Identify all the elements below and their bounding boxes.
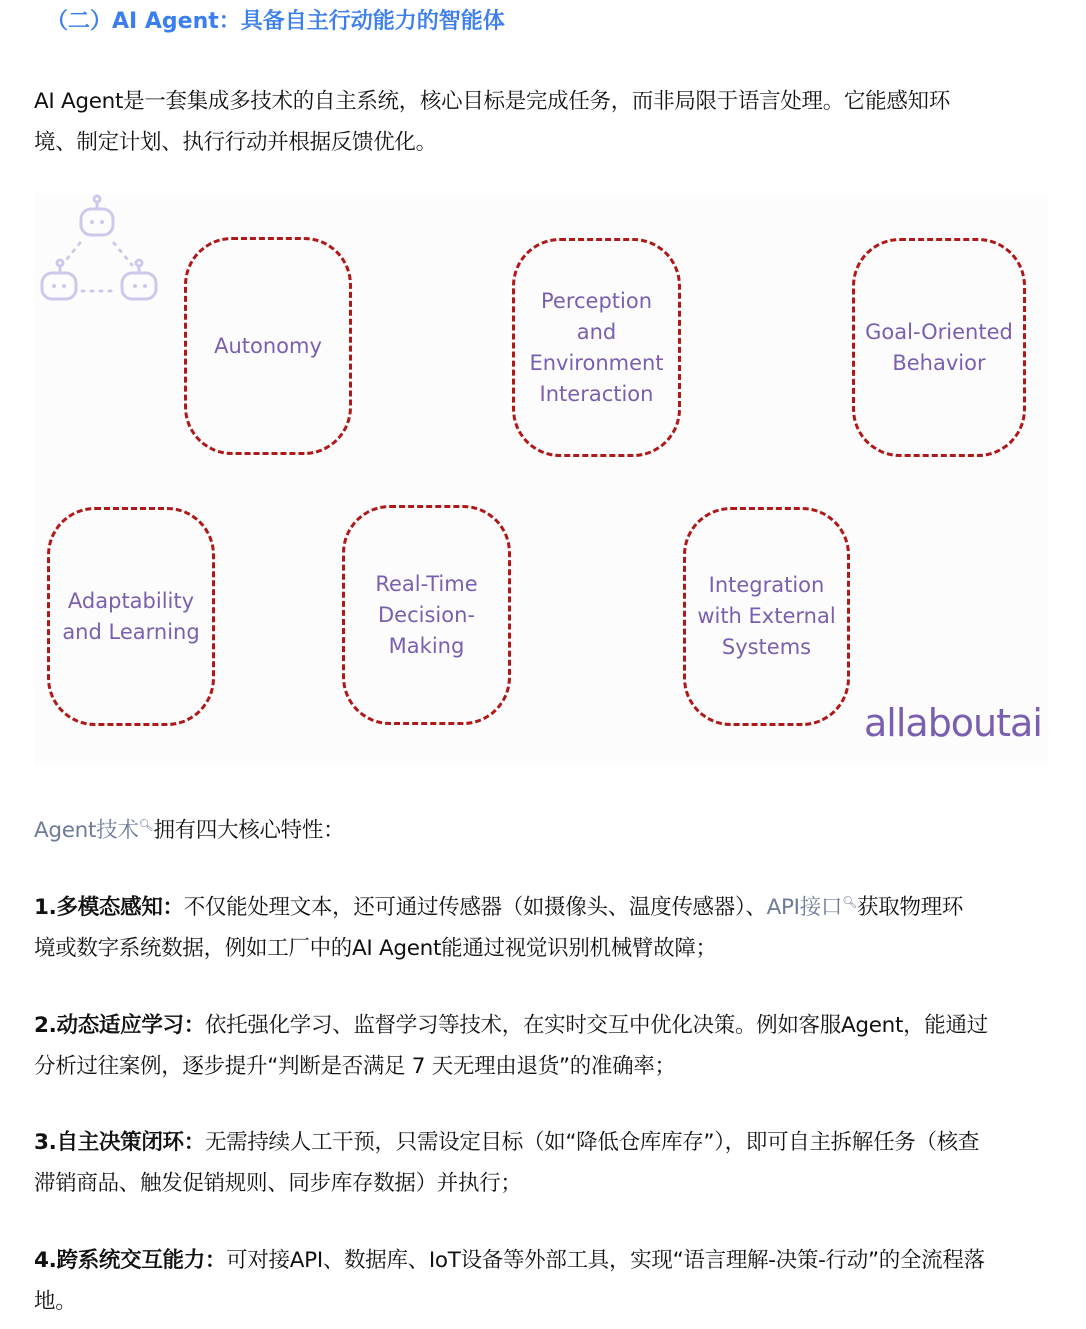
box-label: Goal-Oriented bbox=[865, 319, 1013, 344]
item-4-line-2: 地。 bbox=[34, 1289, 77, 1314]
item-title: 3.自主决策闭环： bbox=[34, 1130, 205, 1155]
box-label: and bbox=[576, 319, 617, 344]
item-text: 依托强化学习、监督学习等技术，在实时交互中优化决策。例如客服Agent，能通过 bbox=[204, 1013, 988, 1038]
item-1-line-1 bbox=[34, 890, 963, 921]
search-icon[interactable]: 🔍︎ bbox=[842, 894, 858, 909]
item-text: 不仅能处理文本，还可通过传感器（如摄像头、温度传感器）、 bbox=[183, 895, 767, 920]
item-2-line-2: 分析过往案例，逐步提升“判断是否满足 7 天无理由退货”的准确率； bbox=[34, 1054, 676, 1079]
lead-text: 拥有四大核心特性： bbox=[153, 818, 345, 843]
feature-box-goal-oriented bbox=[852, 238, 1026, 457]
item-4-line-1 bbox=[34, 1243, 985, 1274]
box-label: Integration bbox=[708, 573, 825, 597]
item-text: 可对接API、数据库、IoT设备等外部工具，实现“语言理解-决策-行动”的全流程落 bbox=[226, 1248, 985, 1273]
intro-line-2: 境、制定计划、执行行动并根据反馈优化。 bbox=[34, 130, 437, 155]
box-label: Adaptability bbox=[67, 588, 195, 613]
feature-box-integration bbox=[683, 507, 850, 726]
robot-network-icon bbox=[34, 193, 164, 313]
box-label: Autonomy bbox=[214, 333, 322, 358]
item-text: 无需持续人工干预，只需设定目标（如“降低仓库库存”），即可自主拆解任务（核查 bbox=[204, 1130, 980, 1155]
item-3-line-1 bbox=[34, 1125, 979, 1156]
feature-box-real-time-decision bbox=[342, 505, 511, 725]
item-3-line-2: 滞销商品、触发促销规则、同步库存数据）并执行； bbox=[34, 1171, 522, 1196]
item-title: 4.跨系统交互能力： bbox=[34, 1248, 227, 1273]
box-label: Real-Time bbox=[375, 571, 478, 596]
box-label: Behavior bbox=[892, 350, 986, 375]
box-label: Systems bbox=[721, 635, 812, 659]
item-title: 1.多模态感知： bbox=[34, 895, 184, 920]
box-label: Environment bbox=[529, 350, 664, 375]
agent-tech-link[interactable]: Agent技术 bbox=[34, 818, 139, 843]
agent-features-figure bbox=[34, 193, 1048, 765]
item-2-line-1 bbox=[34, 1008, 988, 1039]
box-label: Decision- bbox=[378, 602, 475, 627]
item-1-line-2: 境或数字系统数据，例如工厂中的AI Agent能通过视觉识别机械臂故障； bbox=[34, 936, 717, 961]
intro-line-1: AI Agent是一套集成多技术的自主系统，核心目标是完成任务，而非局限于语言处理。它能感知环 bbox=[34, 89, 950, 114]
api-link[interactable]: API接口 bbox=[766, 895, 843, 920]
feature-box-adaptability bbox=[47, 507, 215, 726]
feature-box-autonomy bbox=[184, 237, 352, 455]
box-label: Perception bbox=[540, 288, 653, 313]
box-label: Interaction bbox=[539, 381, 654, 406]
box-label: Making bbox=[388, 633, 465, 658]
item-title: 2.动态适应学习： bbox=[34, 1013, 205, 1038]
allaboutai-logo: allaboutai bbox=[864, 701, 1042, 745]
item-text: 获取物理环 bbox=[857, 895, 964, 920]
features-lead bbox=[34, 813, 344, 844]
box-label: with External bbox=[697, 604, 836, 628]
feature-box-perception bbox=[512, 238, 681, 457]
section-heading: （二）AI Agent：具备自主行动能力的智能体 bbox=[46, 9, 505, 34]
search-icon[interactable]: 🔍︎ bbox=[138, 817, 154, 832]
box-label: and Learning bbox=[62, 619, 200, 644]
